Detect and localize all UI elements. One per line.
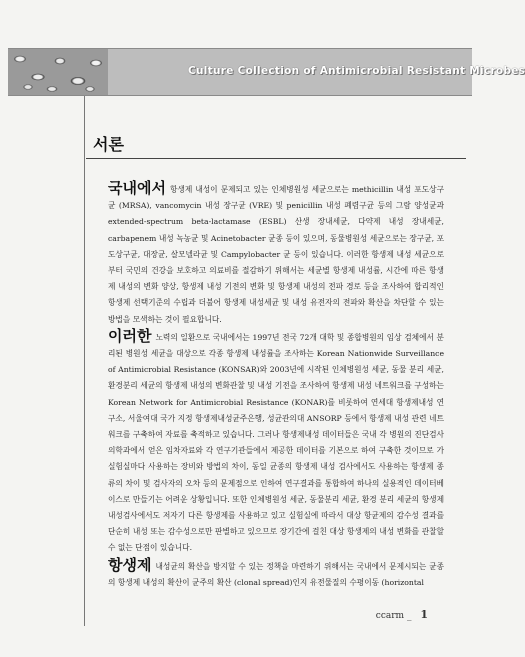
bacteria-photo-image bbox=[8, 49, 108, 95]
paragraph bbox=[108, 328, 444, 557]
footer-journal: ccarm bbox=[375, 611, 405, 621]
paragraph-lead: 이러한 bbox=[108, 326, 152, 345]
header-banner bbox=[8, 48, 525, 96]
paragraph bbox=[108, 557, 444, 591]
page-footer bbox=[376, 608, 428, 621]
paragraph-lead: 국내에서 bbox=[108, 179, 166, 197]
footer-separator: _ bbox=[406, 611, 412, 621]
paragraph bbox=[108, 180, 444, 328]
paragraph-lead: 항생제 bbox=[108, 555, 152, 574]
section-title: 서론 bbox=[93, 135, 124, 154]
title-divider bbox=[86, 158, 466, 159]
paragraph-text: 항생제 내성이 문제되고 있는 인체병원성 세균으로는 methicillin 내성 포도상구균 (MRSA), vancomycin 내성 장구균 (VRE) 및 penicillin 내성 폐렴구균 등의 그람 양성균과 extended-spectrum beta-lactamase (ESBL) 산생 장내세균, 다약제 내성 장내세균, carbapenem 내성 녹농균 및 Acinetobacter 균종 등이 있으며, 동물병원성 세균으로는 장구균, 포도상구균, 대장균, 살모넬라균 및 Campylobacter 균 등이 있습니다. 이러한 항생제 내성 세균으로부터 국민의 건강을 보호하고 의료비를 절감하기 위해서는 세균별 항생제 내성률, 시간에 따른 항생제 내성의 변화 양상, 항생제 내성 기전의 변화 및 항생제 내성의 전파 경로 등을 조사하여 합리적인 항생제 선택기준의 수립과 더불어 항생제 내성세균 및 내성 유전자의 전파와 확산을 차단할 수 있는 방법을 모색하는 것이 필요합니다. bbox=[108, 185, 444, 324]
margin-rule bbox=[84, 96, 85, 626]
paragraph-text: 노력의 일환으로 국내에서는 1997년 전국 72개 대학 및 종합병원의 임상 검체에서 분리된 병원성 세균을 대상으로 각종 항생제 내성률을 조사하는 Korean Nationwide Surveillance of Antimicrobial Resistance (KONSAR)와 2003년에 시작된 인체병원성 세균, 동물 분리 세균, 환경분리 세균의 항생제 내성의 변화관찰 및 내성 기전을 조사하여 항생제 내성 네트워크를 구성하는 Korean Network for Antimicrobial Resistance (KONAR)를 비롯하여 연세대 항생제내성 연구소, 서울여대 국가 지정 항생제내성균주은행, 성균관의대 ANSORP 등에서 항생제 내성 관련 네트워크를 구축하여 자료를 축적하고 있습니다. 그러나 항생제내성 데이터들은 국내 각 병원의 진단검사의학과에서 얻은 임차자료와 각 연구기관들에서 제공한 데이터를 기본으로 하여 구축한 것이므로 가실험실마다 사용하는 장비와 방법의 차이, 동일 균종의 항생제 내성 검사에서도 사용하는 항생제 종류의 차이 및 검사자의 오차 등의 문제점으로 인하여 연구결과를 통합하여 하나의 실용적인 데이터베이스로 만들기는 어려운 상황입니다. 또한 인체병원성 세균, 동물분리 세균, 환경 분리 세균의 항생제 내성검사에서도 저자기 다른 항생제를 사용하고 있고 실험실에 따라서 대상 항균제의 감수성 결과를 단순히 내성 또는 감수성으로만 판별하고 있으므로 장기간에 걸친 대상 항생제의 내성 변화를 관찰할 수 없는 단점이 있습니다. bbox=[108, 332, 444, 553]
body-text bbox=[108, 180, 444, 591]
paragraph-text: 내성균의 확산을 방지할 수 있는 정책을 마련하기 위해서는 국내에서 문제시되는 균종의 항생제 내성의 확산이 균주의 확산 (clonal spread)인지 유전물질의 수평이동 (horizontal bbox=[108, 561, 444, 587]
page-number: 1 bbox=[420, 608, 428, 621]
banner-title: Culture Collection of Antimicrobial Resistant Microbes bbox=[188, 65, 525, 77]
